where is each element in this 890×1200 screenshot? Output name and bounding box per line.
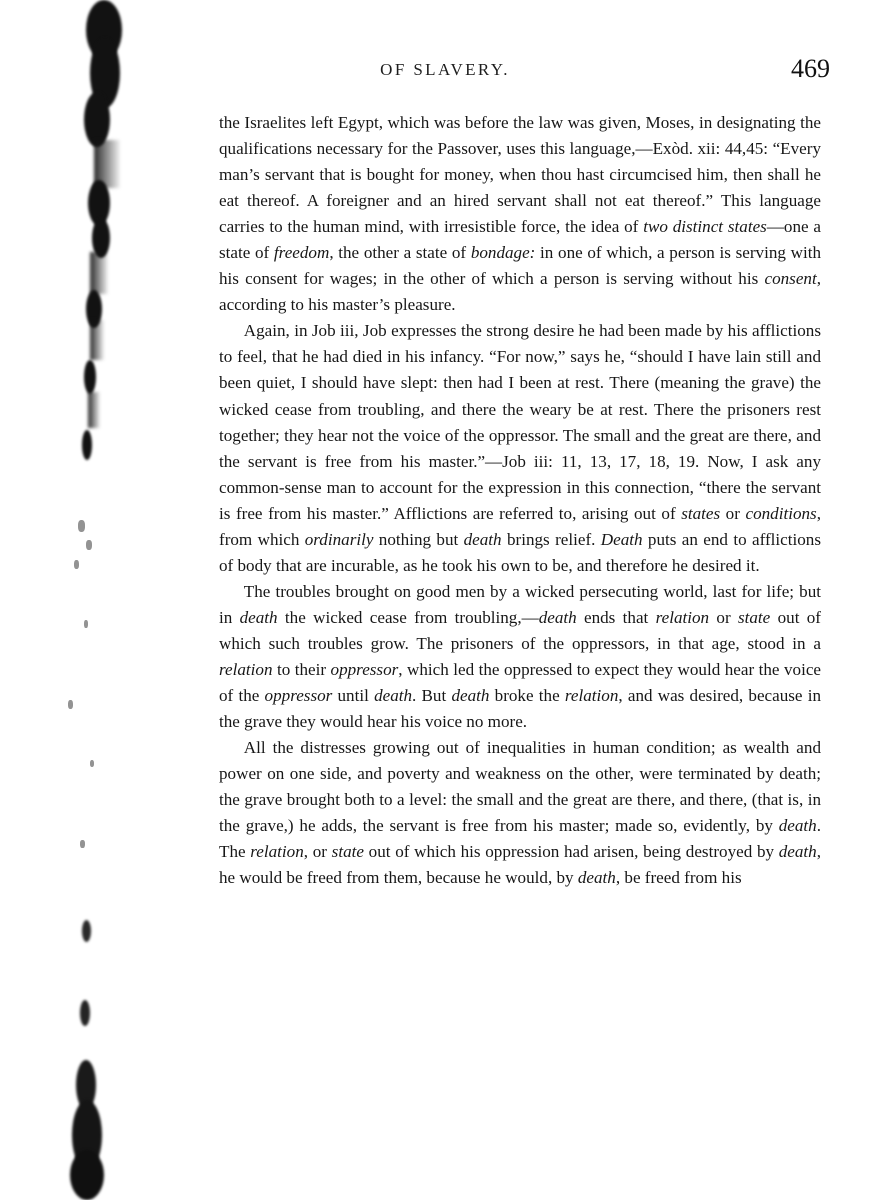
body-text-run: , be freed from his (615, 868, 742, 888)
emphasized-text: death (463, 529, 502, 549)
body-text-run: puts an end to afflictions of body that are incurable, as he took his own to be, and therefore he desired it. (219, 529, 821, 575)
body-text-run: ends that (576, 607, 656, 627)
emphasized-text: two distinct states (643, 217, 767, 237)
body-text-run: . The (219, 816, 821, 862)
emphasized-text: oppressor (264, 686, 333, 706)
running-head: OF SLAVERY. (380, 60, 510, 79)
body-text-run: the wicked cease from troubling,— (277, 607, 539, 627)
body-text-run: in one of which, a person is serving with his consent for wages; in the other of which a person is serving without his (219, 243, 821, 289)
body-text-run: out of which such troubles grow. The prisoners of the oppressors, in that age, stood in a (219, 607, 821, 653)
body-text-run: the Israelites left Egypt, which was before the law was given, Moses, in designating the qualifications necessary for the Passover, uses this language,—Exòd. xii: 44,45: “Every man’s servant that is bought for money, when thou hast circumcised him, then shall he eat thereof. A foreigner and an hired servant shall not eat thereof.” This language carries to the human mind, with irresistible force, the idea of (219, 113, 821, 237)
emphasized-text: relation (250, 842, 304, 862)
body-text-run: Again, in Job iii, Job expresses the strong desire he had been made by his afflictions to feel, that he had died in his infancy. “For now,” says he, “should I have lain still and been quiet, I should have slept: then had I been at rest. There (meaning the grave) the wicked cease from troubling, and there the weary be at rest. There the prisoners rest together; they hear not the voice of the oppressor. The small and the great are there, and the servant is free from his master.”—Job iii: 11, 13, 17, 18, 19. Now, I ask any common-sense man to account for the expression in this connection, “there the servant is free from his master.” Afflictions are referred to, arising out of (219, 321, 821, 523)
body-text-run: to their (272, 659, 331, 679)
emphasized-text: relation (219, 659, 273, 679)
emphasized-text: death (577, 868, 616, 888)
emphasized-text: bondage: (470, 243, 536, 263)
body-text-run: or (720, 503, 746, 523)
emphasized-text: death (778, 842, 817, 862)
body-text-run: broke the (489, 686, 565, 706)
emphasized-text: ordinarily (304, 529, 374, 549)
page-body-text (219, 110, 821, 891)
body-paragraph (219, 110, 821, 318)
body-text-run: , which led the oppressed to expect they would hear the voice of the (219, 659, 821, 706)
body-text-run: All the distresses growing out of inequalities in human condition; as wealth and power on one side, and poverty and weakness on the other, were terminated by death; the grave brought both to a level: the small and the great are there, and there, (that is, in the grave,) he adds, the servant is free from his master; made so, evidently, by (219, 738, 821, 836)
emphasized-text: freedom (273, 243, 330, 263)
body-paragraph (219, 735, 821, 891)
emphasized-text: oppressor (330, 659, 399, 679)
body-text-run: , and was desired, because in the grave they would hear his voice no more. (219, 686, 821, 732)
emphasized-text: death (538, 607, 577, 627)
body-text-run: The troubles brought on good men by a wicked persecuting world, last for life; but in (219, 581, 821, 627)
emphasized-text: state (331, 842, 364, 862)
body-text-run: or (709, 607, 738, 627)
emphasized-text: state (737, 607, 771, 627)
body-text-run: , the other a state of (329, 243, 471, 263)
body-paragraph (219, 318, 821, 578)
emphasized-text: death (374, 686, 413, 706)
body-text-run: until (332, 686, 375, 706)
emphasized-text: relation (564, 686, 619, 706)
body-text-run: , he would be freed from them, because he would, by (219, 842, 821, 888)
emphasized-text: Death (600, 529, 643, 549)
body-text-run: —one a state of (219, 217, 821, 263)
body-text-run: , or (303, 842, 332, 862)
body-text-run: . But (412, 686, 452, 706)
body-text-run: , from which (219, 503, 821, 549)
emphasized-text: death (778, 816, 817, 836)
page-header (0, 54, 890, 90)
emphasized-text: death (451, 686, 490, 706)
emphasized-text: relation (655, 607, 710, 627)
emphasized-text: conditions (745, 503, 817, 523)
body-text-run: nothing but (373, 529, 464, 549)
page-gutter-shadow (60, 0, 130, 1200)
emphasized-text: consent (764, 269, 817, 289)
body-text-run: out of which his oppression had arisen, being destroyed by (363, 842, 779, 862)
emphasized-text: states (681, 503, 721, 523)
body-text-run: brings relief. (501, 529, 601, 549)
emphasized-text: death (239, 607, 278, 627)
page-number: 469 (791, 54, 830, 83)
body-paragraph (219, 579, 821, 735)
body-text-run: , according to his master’s pleasure. (219, 269, 821, 315)
